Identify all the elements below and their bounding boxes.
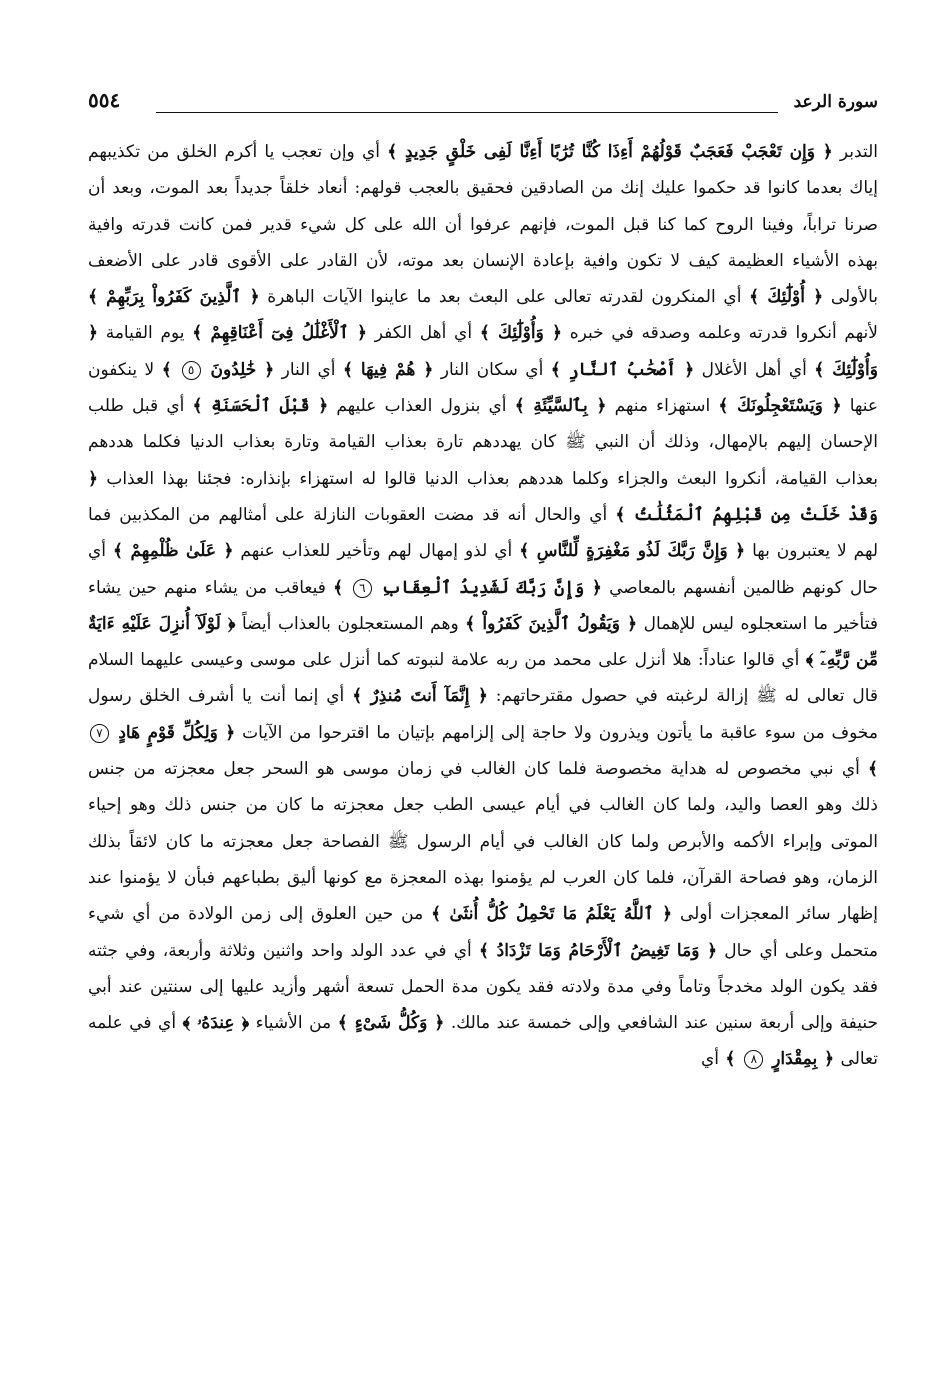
quran-verse: ﴿ وَأُوْلَٰٓئِكَ ﴾	[88, 323, 878, 380]
verse-number: ٥	[182, 361, 201, 380]
quran-verse: ﴾	[161, 359, 180, 380]
quran-verse: ﴿ وَيَسْتَعْجِلُونَكَ ﴾	[718, 396, 842, 417]
commentary-text: الفصاحة جعل معجزته ما كان لائقاً بذلك الزمان، وهو فصاحة القرآن، فلما كان العرب لم يؤمنوا بهذه المعجزة مع كونها أليق بطباعهم فبأن لا يؤمنوا عند إظهار سائر المعجزات أولى	[88, 831, 878, 925]
commentary-text: أي والحال أنه قد مضت العقوبات النازلة على أمثالهم من المكذبين فما لهم لا يعتبرون بها	[88, 504, 879, 562]
quran-verse: ﴿ وَمَا تَغِيضُ ٱلْأَرْحَامُ وَمَا تَزْدَادُ ﴾	[478, 940, 718, 961]
commentary-text: أي قبل طلب الإحسان إليهم بالإمهال، وذلك أن النبي	[88, 396, 878, 453]
commentary-text: أي في عدد الولد واحد واثنين وثلاثة وأربعة، وفي جثته فقد يكون الولد مخدجاً وتاماً وفي مدة ولادته فقد يكون مدة الحمل تسعة أشهر وأزيد عليها إلى سنتين عند أبي حنيفة وإلى أربعة سنين عند الشافعي وإلى خمسة عند مالك.	[88, 940, 878, 1034]
commentary-text: أي نبي مخصوص له هداية مخصوصة فلما كان الغالب في زمان موسى هو السحر جعل معجزته من جنس ذلك وهو العصا واليد، ولما كان الغالب في أيام عيسى الطب جعل معجزته ما كان من جنس ذلك وهو إحياء الموتى وإبراء الأكمه والأبرص ولما كان الغالب في أيام الرسول	[88, 759, 878, 852]
commentary-text: أي أهل الكفر	[367, 323, 480, 344]
quran-verse: ﴿ خَٰلِدُونَ	[202, 359, 275, 380]
commentary-text: أي إنما أنت يا أشرف الخلق رسول مخوف من سوء عاقبة ما يأتون ويذرون ولا حاجة إلى إلزامهم بإتيان ما اقترحوا من الآيات	[88, 686, 879, 743]
quran-verse: ﴿ وَإِنَّ رَبَّكَ لَشَدِيدُ ٱلْعِقَابِ	[373, 577, 602, 598]
commentary-text: أي في علمه تعالى	[88, 1013, 878, 1070]
commentary-text: كان يهددهم تارة بعذاب القيامة وتارة بعذاب الدنيا فكلما هددهم بعذاب القيامة، أنكروا البعث والجزاء وكلما هددهم بعذاب الدنيا قالوا له استهزاء بإنذاره: فجئنا بهذا العذاب	[88, 432, 878, 489]
commentary-text: أي وإن تعجب يا أكرم الخلق من تكذيبهم إياك بعدما كانوا قد حكموا عليك إنك من الصادقين فحقيق بالعجب قولهم: أنعاد خلقاً جديداً بعد الموت، وبعد أن صرنا تراباً، وفينا الروح كما كنا قبل الموت، فإنهم عرفوا أن الله على كل شيء قدير فمن كانت قدرته وافية بهذه الأشياء العظيمة كيف لا تكون وافية بإعادة الإنسان بعد موته، لأن القادر على الأقوى قادر على الأضعف بالأولى	[88, 142, 879, 308]
commentary-text: أي أهل الأغلال	[694, 359, 815, 380]
verse-number: ٧	[90, 724, 109, 743]
page	[88, 86, 878, 1376]
quran-verse: ﴿ وَإِن تَعْجَبْ فَعَجَبٌ قَوْلُهُمْ أَءِذَا كُنَّا تُرَٰبًا أَءِنَّا لَفِى خَلْقٍ جَدِيدٍ ﴾	[387, 142, 833, 162]
commentary-text: أي	[700, 1049, 726, 1070]
commentary-text: لأنهم أنكروا قدرته وعلمه وصدقه في خبره	[562, 323, 878, 344]
quran-verse: ﴿ ٱلْأَغْلَٰلُ فِىٓ أَعْنَاقِهِمْ ﴾	[192, 323, 367, 344]
commentary-text: إزالة لرغبته في حصول مقترحاتهم:	[487, 686, 757, 707]
header-rule	[156, 112, 778, 113]
commentary-text: أي سكان النار	[433, 359, 551, 380]
commentary-text: أي حال كونهم ظالمين أنفسهم بالمعاصي	[88, 541, 878, 598]
quran-verse: ﴾	[868, 759, 878, 780]
commentary-text: لا ينكفون عنها	[88, 359, 879, 417]
quran-verse: ﴿ عِندَهُۥ ﴾	[182, 1013, 250, 1034]
page-number: ٥٥٤	[88, 88, 121, 112]
honorific-glyph: ﷺ	[756, 686, 777, 707]
quran-verse: ﴿ بِمِقْدَارٍ	[765, 1049, 835, 1070]
quran-verse: ﴿ لَوْلَآ أُنزِلَ عَلَيْهِ ءَايَةٌ مِّن رَّبِّهِۦٓ ﴾	[88, 613, 878, 671]
quran-verse: ﴿ عَلَىٰ ظُلْمِهِمْ ﴾	[113, 541, 234, 562]
quran-verse: ﴿ وَلِكُلِّ قَوْمٍ هَادٍ	[111, 722, 236, 743]
verse-number: ٦	[353, 579, 372, 598]
quran-verse: ﴿ ٱلَّذِينَ كَفَرُواْ بِرَبِّهِمْ ﴾	[88, 287, 260, 308]
quran-verse: ﴿ وَكُلُّ شَىْءٍ ﴾	[337, 1013, 445, 1034]
page-header	[88, 86, 878, 126]
quran-verse: ﴿ وَأُوْلَٰٓئِكَ ﴾	[479, 323, 563, 344]
quran-verse: ﴿ وَقَدْ خَلَتْ مِن قَبْلِهِمُ ٱلْمَثُلَٰتُ ﴾	[88, 468, 878, 525]
quran-verse: ﴿ هُمْ فِيهَا ﴾	[342, 359, 434, 380]
commentary-text: فيعاقب من يشاء منهم حين يشاء فتأخير ما استعجلوه ليس للإهمال	[88, 577, 878, 634]
commentary-text: وهم المستعجلون بالعذاب أيضاً	[235, 613, 466, 634]
honorific-glyph: ﷺ	[565, 432, 586, 453]
quran-verse: ﴾	[333, 577, 351, 598]
quran-verse: ﴿ وَيَقُولُ ٱلَّذِينَ كَفَرُواْ ﴾	[465, 613, 638, 634]
surah-title: سورة الرعد	[793, 92, 878, 112]
quran-verse: ﴿ قَبْلَ ٱلْحَسَنَةِ ﴾	[192, 396, 329, 417]
commentary-text: أي قالوا عناداً: هلا أنزل على محمد من ربه علامة لنبوته كما أنزل على موسى وعيسى عليهما السلام قال تعالى له	[88, 650, 879, 707]
commentary-text: أي المنكرون لقدرته تعالى على البعث بعد ما عاينوا الآيات الباهرة	[259, 287, 750, 308]
commentary-text: أي بنزول العذاب عليهم	[328, 396, 515, 417]
commentary-text: أي لذو إمهال لهم وتأخير للعذاب عنهم	[233, 541, 520, 562]
quran-verse: ﴾	[725, 1049, 743, 1070]
quran-verse: ﴿ أَصْحَٰبُ ٱلنَّارِ ﴾	[550, 359, 695, 380]
commentary-text: استهزاء منهم	[606, 396, 719, 417]
quran-verse: ﴿ أُوْلَٰٓئِكَ ﴾	[749, 287, 824, 308]
quran-verse: ﴿ بِٱلسَّيِّئَةِ ﴾	[514, 396, 607, 417]
verse-number: ٨	[744, 1050, 763, 1069]
quran-verse: ﴿ ٱللَّهُ يَعْلَمُ مَا تَحْمِلُ كُلُّ أُنثَىٰ ﴾	[431, 904, 673, 925]
commentary-text: يوم القيامة	[97, 323, 193, 344]
commentary-body	[88, 126, 878, 1078]
quran-verse: ﴿ إِنَّمَآ أَنتَ مُنذِرٌ ﴾	[352, 686, 488, 707]
commentary-text: من الأشياء	[249, 1013, 338, 1034]
commentary-text: من حين العلوق إلى زمن الولادة من أي شيء متحمل وعلى أي حال	[88, 904, 878, 961]
commentary-text: أي النار	[274, 359, 343, 380]
honorific-glyph: ﷺ	[388, 831, 409, 852]
commentary-text: التدبر	[832, 142, 878, 162]
quran-verse: ﴿ وَإِنَّ رَبَّكَ لَذُو مَغْفِرَةٍ لِّلنَّاسِ ﴾	[519, 541, 746, 562]
